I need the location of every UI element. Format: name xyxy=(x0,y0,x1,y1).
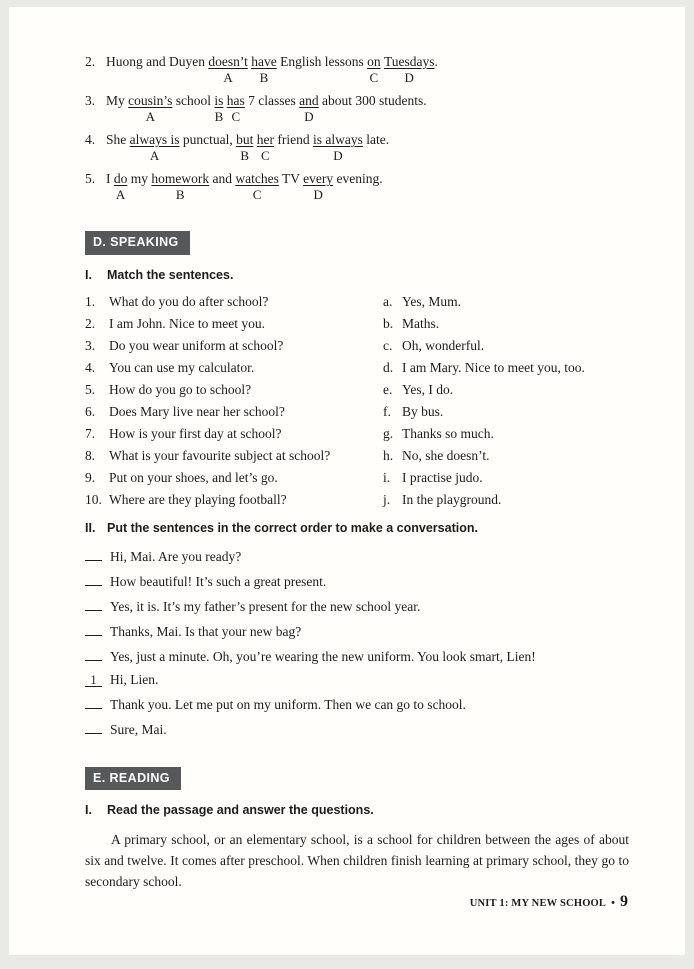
answer-letter-label xyxy=(435,70,438,87)
word-text: . xyxy=(434,54,438,69)
sentence-fragment xyxy=(319,92,427,126)
match-question: Put on your shoes, and let’s go. xyxy=(109,469,278,485)
underlined-word xyxy=(367,53,381,87)
grammar-item xyxy=(85,53,629,87)
word-text: 2. xyxy=(85,54,96,69)
match-number: 1. xyxy=(85,293,96,309)
underlined-word xyxy=(130,131,180,165)
answer-letter-label: A xyxy=(145,109,155,124)
match-row xyxy=(85,382,629,398)
match-question: What do you do after school? xyxy=(109,293,269,309)
instruction-number: I. xyxy=(85,267,92,282)
conversation-row xyxy=(85,597,629,615)
conversation-list xyxy=(85,547,629,738)
underlined-word xyxy=(299,92,319,126)
word-text: is always xyxy=(313,132,363,147)
answer-letter-label xyxy=(127,187,151,204)
word-text: is xyxy=(214,93,224,108)
speaking-section-header: D. SPEAKING xyxy=(85,231,190,255)
sentence-fragment xyxy=(106,131,130,165)
word-text: Huong and Duyen xyxy=(106,54,209,69)
conversation-row xyxy=(85,695,629,713)
match-number: 5. xyxy=(85,381,96,397)
footer-bullet: • xyxy=(611,897,615,909)
answer-blank xyxy=(85,695,102,709)
word-text: She xyxy=(106,132,130,147)
word-text: and xyxy=(299,93,319,108)
answer-blank: 1 xyxy=(85,673,102,687)
word-text: 3. xyxy=(85,93,96,108)
match-row xyxy=(85,316,629,332)
content xyxy=(9,7,685,892)
underlined-word xyxy=(235,170,278,204)
underlined-word xyxy=(128,92,172,126)
match-row xyxy=(85,338,629,354)
match-number: 2. xyxy=(85,315,96,331)
sentence-fragment xyxy=(363,131,389,165)
word-text: friend xyxy=(274,132,313,147)
conversation-text: Sure, Mai. xyxy=(110,721,167,737)
sentence-fragment xyxy=(279,170,303,204)
answer-letter-label xyxy=(277,70,367,87)
answer-letter-label xyxy=(85,187,106,204)
underlined-word xyxy=(214,92,223,126)
answer-letter-label xyxy=(319,109,427,126)
word-text: always is xyxy=(129,132,180,147)
word-text: has xyxy=(226,93,245,108)
conversation-text: Yes, just a minute. Oh, you’re wearing the new uniform. You look smart, Lien! xyxy=(110,648,536,664)
match-question: How do you go to school? xyxy=(109,381,252,397)
answer-letter-label: C xyxy=(369,70,379,85)
answer-blank xyxy=(85,547,102,561)
reading-passage: A primary school, or an elementary school, is a school for children between the ages of about six and twelve. It comes after preschool. When children finish learning at primary school, they go to secondary school. xyxy=(85,832,629,889)
reading-section-header: E. READING xyxy=(85,767,181,791)
underlined-word xyxy=(151,170,209,204)
footer xyxy=(470,893,628,911)
word-text: English lessons xyxy=(276,54,368,69)
match-question: You can use my calculator. xyxy=(109,359,255,375)
match-answer: By bus. xyxy=(402,403,444,419)
underlined-word xyxy=(303,170,333,204)
match-letter: a. xyxy=(383,293,393,309)
answer-blank xyxy=(85,597,102,611)
sentence-fragment xyxy=(277,53,367,87)
match-number: 9. xyxy=(85,469,96,485)
match-letter: h. xyxy=(383,447,394,463)
reading-instruction xyxy=(85,802,629,819)
match-letter: c. xyxy=(383,337,393,353)
footer-page-number: 9 xyxy=(620,893,628,910)
word-text: doesn’t xyxy=(208,54,248,69)
instruction-number: I. xyxy=(85,803,92,817)
match-answer: In the playground. xyxy=(402,491,502,507)
conversation-text: Thank you. Let me put on my uniform. Then we can go to school. xyxy=(110,696,466,712)
answer-letter-label: D xyxy=(313,187,323,202)
conversation-text: Thanks, Mai. Is that your new bag? xyxy=(110,623,302,639)
conversation-row xyxy=(85,622,629,640)
answer-letter-label xyxy=(85,109,106,126)
answer-letter-label xyxy=(245,109,299,126)
match-row xyxy=(85,470,629,486)
underlined-word xyxy=(251,53,276,87)
conversation-row xyxy=(85,572,629,590)
match-answer: No, she doesn’t. xyxy=(402,447,490,463)
answer-letter-label xyxy=(363,148,389,165)
match-question: I am John. Nice to meet you. xyxy=(109,315,265,331)
answer-letter-label xyxy=(85,70,106,87)
word-text: punctual, xyxy=(179,132,237,147)
answer-letter-label: B xyxy=(214,109,224,124)
word-text: do xyxy=(113,171,128,186)
answer-letter-label xyxy=(106,109,128,126)
match-letter: i. xyxy=(383,469,391,485)
underlined-word xyxy=(257,131,274,165)
match-number: 10. xyxy=(85,491,102,507)
underlined-word xyxy=(227,92,245,126)
sentence-fragment xyxy=(274,131,313,165)
instruction-text: Put the sentences in the correct order to make a conversation. xyxy=(107,520,478,535)
answer-letter-label: D xyxy=(304,109,314,124)
underlined-word xyxy=(313,131,363,165)
word-text: and xyxy=(209,171,236,186)
answer-letter-label xyxy=(85,148,106,165)
conversation-text: Hi, Lien. xyxy=(110,671,159,687)
answer-letter-label xyxy=(180,148,237,165)
match-number: 4. xyxy=(85,359,96,375)
sentence-fragment xyxy=(106,170,114,204)
instruction-text: Read the passage and answer the questions. xyxy=(107,803,374,817)
word-text: My xyxy=(106,93,129,108)
underlined-word xyxy=(384,53,435,87)
instruction-number: II. xyxy=(85,520,96,535)
match-question: What is your favourite subject at school? xyxy=(109,447,331,463)
word-text: every xyxy=(303,171,334,186)
answer-letter-label: D xyxy=(333,148,343,163)
answer-letter-label: C xyxy=(261,148,270,163)
answer-letter-label: C xyxy=(252,187,262,202)
answer-blank xyxy=(85,647,102,661)
match-letter: e. xyxy=(383,381,393,397)
word-text: TV xyxy=(278,171,304,186)
match-question: Do you wear uniform at school? xyxy=(109,337,284,353)
underlined-word xyxy=(236,131,253,165)
match-row xyxy=(85,404,629,420)
word-text: my xyxy=(127,171,152,186)
answer-letter-label xyxy=(209,187,235,204)
match-letter: b. xyxy=(383,315,394,331)
answer-letter-label: D xyxy=(404,70,414,85)
conversation-row xyxy=(85,720,629,738)
word-text: have xyxy=(251,54,277,69)
sentence-fragment xyxy=(209,170,235,204)
match-row xyxy=(85,294,629,310)
word-text: but xyxy=(236,132,254,147)
word-text: school xyxy=(172,93,215,108)
match-answer: I am Mary. Nice to meet you, too. xyxy=(402,359,585,375)
match-question: Does Mary live near her school? xyxy=(109,403,285,419)
answer-letter-label xyxy=(333,187,383,204)
answer-letter-label: B xyxy=(259,70,269,85)
conversation-text: How beautiful! It’s such a great present. xyxy=(110,573,327,589)
match-answer: Maths. xyxy=(402,315,440,331)
sentence-fragment xyxy=(245,92,299,126)
word-text: 7 classes xyxy=(244,93,300,108)
match-number: 6. xyxy=(85,403,96,419)
match-row xyxy=(85,360,629,376)
underlined-word xyxy=(114,170,128,204)
answer-letter-label xyxy=(172,109,214,126)
word-text: 5. xyxy=(85,171,96,186)
sentence-fragment xyxy=(333,170,383,204)
word-text: about 300 students. xyxy=(318,93,427,108)
answer-letter-label: A xyxy=(115,187,126,202)
footer-unit-label: UNIT 1: MY NEW SCHOOL xyxy=(469,898,607,909)
answer-letter-label: B xyxy=(175,187,185,202)
sentence-fragment xyxy=(106,53,208,87)
page xyxy=(9,7,685,955)
word-text: on xyxy=(367,54,381,69)
match-row xyxy=(85,426,629,442)
answer-letter-label: A xyxy=(223,70,233,85)
match-letter: d. xyxy=(383,359,394,375)
word-text: evening. xyxy=(333,171,383,186)
sentence-fragment xyxy=(106,92,128,126)
word-text: Tuesdays xyxy=(383,54,435,69)
order-instruction xyxy=(85,520,629,537)
item-number xyxy=(85,92,106,126)
item-number xyxy=(85,131,106,165)
match-answer: Thanks so much. xyxy=(402,425,494,441)
item-number xyxy=(85,53,106,87)
conversation-row xyxy=(85,547,629,565)
word-text: I xyxy=(106,171,114,186)
answer-blank xyxy=(85,720,102,734)
grammar-item xyxy=(85,92,629,126)
match-letter: j. xyxy=(383,491,391,507)
match-row xyxy=(85,492,629,508)
answer-letter-label: A xyxy=(149,148,160,163)
match-question: Where are they playing football? xyxy=(109,491,287,507)
sentence-fragment xyxy=(127,170,151,204)
match-answer: I practise judo. xyxy=(402,469,483,485)
match-number: 7. xyxy=(85,425,96,441)
answer-letter-label: B xyxy=(240,148,250,163)
conversation-row xyxy=(85,647,629,665)
match-instruction xyxy=(85,267,629,284)
grammar-item xyxy=(85,131,629,165)
word-text: cousin’s xyxy=(128,93,173,108)
word-text: 4. xyxy=(85,132,96,147)
answer-letter-label: C xyxy=(231,109,241,124)
answer-letter-label xyxy=(106,148,130,165)
answer-letter-label xyxy=(279,187,303,204)
grammar-item xyxy=(85,170,629,204)
match-list xyxy=(85,294,629,508)
answer-blank xyxy=(85,572,102,586)
match-answer: Yes, Mum. xyxy=(402,293,462,309)
instruction-text: Match the sentences. xyxy=(107,267,234,282)
answer-letter-label xyxy=(274,148,313,165)
word-text: late. xyxy=(362,132,390,147)
item-number xyxy=(85,170,106,204)
match-row xyxy=(85,448,629,464)
match-answer: Oh, wonderful. xyxy=(402,337,485,353)
match-number: 8. xyxy=(85,447,96,463)
word-text: homework xyxy=(151,171,210,186)
conversation-text: Hi, Mai. Are you ready? xyxy=(110,548,242,564)
conversation-text: Yes, it is. It’s my father’s present for the new school year. xyxy=(110,598,421,614)
answer-letter-label xyxy=(106,187,114,204)
sentence-fragment xyxy=(435,53,438,87)
sentence-fragment xyxy=(180,131,237,165)
grammar-list xyxy=(85,53,629,204)
match-question: How is your first day at school? xyxy=(109,425,282,441)
conversation-row xyxy=(85,672,629,688)
match-letter: f. xyxy=(383,403,391,419)
underlined-word xyxy=(208,53,248,87)
match-letter: g. xyxy=(383,425,394,441)
word-text: her xyxy=(256,132,275,147)
match-answer: Yes, I do. xyxy=(402,381,454,397)
match-number: 3. xyxy=(85,337,96,353)
sentence-fragment xyxy=(172,92,214,126)
word-text: watches xyxy=(235,171,279,186)
answer-letter-label xyxy=(106,70,208,87)
answer-blank xyxy=(85,622,102,636)
